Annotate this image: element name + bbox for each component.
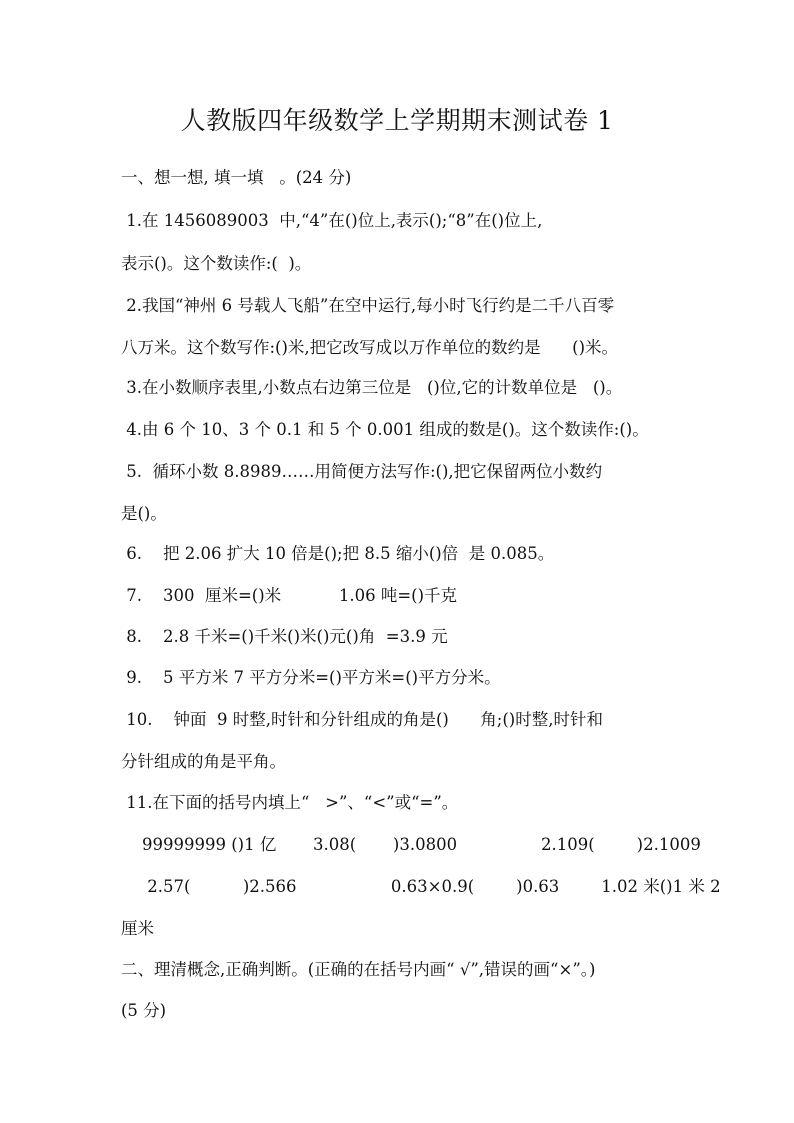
question-10-line-2: 分针组成的角是平角。 (121, 752, 286, 771)
question-1-line-2: 表示()。这个数读作:( )。 (121, 254, 312, 273)
question-11-row-2-continued: 厘米 (121, 919, 154, 938)
question-2-line-1: 2.我国“神州 6 号载人飞船”在空中运行,每小时飞行约是二千八百零 (121, 296, 615, 315)
question-4: 4.由 6 个 10、3 个 0.1 和 5 个 0.001 组成的数是()。这个数读作:()。 (121, 420, 649, 439)
question-8: 8. 2.8 千米=()千米()米()元()角 =3.9 元 (121, 627, 448, 646)
section-2-heading: 二、理清概念,正确判断。(正确的在括号内画“ √”,错误的画“×”。) (121, 960, 596, 979)
question-2-line-2: 八万米。这个数写作:()米,把它改写成以万作单位的数约是 ()米。 (121, 338, 619, 357)
question-11-row-1: 99999999 ()1 亿 3.08( )3.0800 2.109( )2.1009 (121, 835, 701, 854)
question-6: 6. 把 2.06 扩大 10 倍是();把 8.5 缩小()倍 是 0.085。 (121, 544, 555, 563)
question-5-line-2: 是()。 (121, 504, 167, 523)
section-2-score: (5 分) (121, 1001, 167, 1020)
question-5-line-1: 5. 循环小数 8.8989……用简便方法写作:(),把它保留两位小数约 (121, 462, 603, 481)
question-7: 7. 300 厘米=()米 1.06 吨=()千克 (121, 586, 458, 605)
question-11-row-2: 2.57( )2.566 0.63×0.9( )0.63 1.02 米()1 米 2 (121, 877, 721, 896)
section-1-heading: 一、想一想, 填一填 。(24 分) (121, 168, 352, 187)
exam-title: 人教版四年级数学上学期期末测试卷 1 (180, 106, 614, 135)
question-3: 3.在小数顺序表里,小数点右边第三位是 ()位,它的计数单位是 ()。 (121, 378, 623, 397)
question-1-line-1: 1.在 1456089003 中,“4”在()位上,表示();“8”在()位上, (121, 211, 543, 230)
question-9: 9. 5 平方米 7 平方分米=()平方米=()平方分米。 (121, 668, 501, 687)
question-11: 11.在下面的括号内填上“ >”、“<”或“=”。 (121, 793, 459, 812)
question-10-line-1: 10. 钟面 9 时整,时针和分针组成的角是() 角;()时整,时针和 (121, 710, 603, 729)
